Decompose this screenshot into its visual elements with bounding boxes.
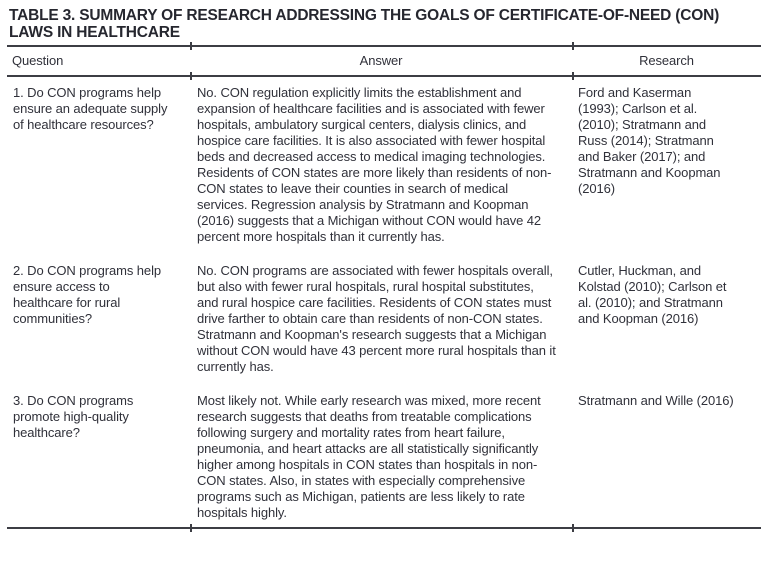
table-title-line-2: LAWS IN HEALTHCARE [9, 24, 180, 41]
column-divider-tick [190, 524, 192, 532]
table-header-row [7, 47, 761, 75]
column-divider-tick [190, 42, 192, 50]
answer-cell-1: No. CON regulation explicitly limits the establishment and expansion of healthcare facilities and is associated with fewer hospitals, ambulatory surgical centers, dialysis clinics, and hospice care facilities. It is also associated with fewer hospital beds and decreased access to medical imaging technologies. Residents of CON states are more likely than residents of non-CON states to leave their counties in search of medical services. Regression analysis by Stratmann and Koopman (2016) suggests that a Michigan without CON would have 42 percent more hospitals than it currently has. [197, 85, 552, 244]
column-divider-tick [190, 72, 192, 80]
answer-cell-2: No. CON programs are associated with fewer hospitals overall, but also with fewer rural hospitals, rural hospital substitutes, and rural hospice care facilities. Residents of CON states must drive farther to obtain care than residents of non-CON states. Stratmann and Koopman's research suggests that a Michigan without CON would have 43 percent more rural hospitals than it currently has. [197, 263, 556, 374]
table-row-2 [7, 255, 761, 385]
question-cell-1: 1. Do CON programs help ensure an adequate supply of healthcare resources? [13, 85, 168, 132]
table-title [0, 0, 768, 41]
research-cell-2: Cutler, Huckman, and Kolstad (2010); Carlson et al. (2010); and Stratmann and Koopman (2016) [578, 263, 727, 326]
research-cell-3: Stratmann and Wille (2016) [578, 393, 734, 408]
column-header-answer: Answer [359, 53, 403, 68]
table-bottom-rule [7, 527, 761, 529]
research-cell-1: Ford and Kaserman (1993); Carlson et al. (2010); Stratmann and Russ (2014); Stratmann and Baker (2017); and Stratmann and Koopman (2016) [578, 85, 721, 196]
column-divider-tick [572, 72, 574, 80]
column-header-question: Question [12, 53, 64, 68]
header-bottom-rule [7, 75, 761, 77]
answer-cell-3: Most likely not. While early research was mixed, more recent research suggests that deaths from treatable complications following surgery and mortality rates from heart failure, pneumonia, and heart attacks are all statistically significantly higher among hospitals in CON states than hospitals in non-CON states. Also, in states with especially comprehensive programs such as Michigan, patients are less likely to rate hospitals highly. [197, 393, 541, 520]
question-cell-2: 2. Do CON programs help ensure access to healthcare for rural communities? [13, 263, 161, 326]
table-row-1 [7, 77, 761, 255]
summary-table [7, 45, 761, 529]
column-divider-tick [572, 42, 574, 50]
table-title-line-1: TABLE 3. SUMMARY OF RESEARCH ADDRESSING THE GOALS OF CERTIFICATE-OF-NEED (CON) [9, 7, 720, 24]
table-top-rule [7, 45, 761, 47]
table-row-3 [7, 385, 761, 527]
question-cell-3: 3. Do CON programs promote high-quality healthcare? [13, 393, 134, 440]
column-header-research: Research [639, 53, 694, 68]
column-divider-tick [572, 524, 574, 532]
